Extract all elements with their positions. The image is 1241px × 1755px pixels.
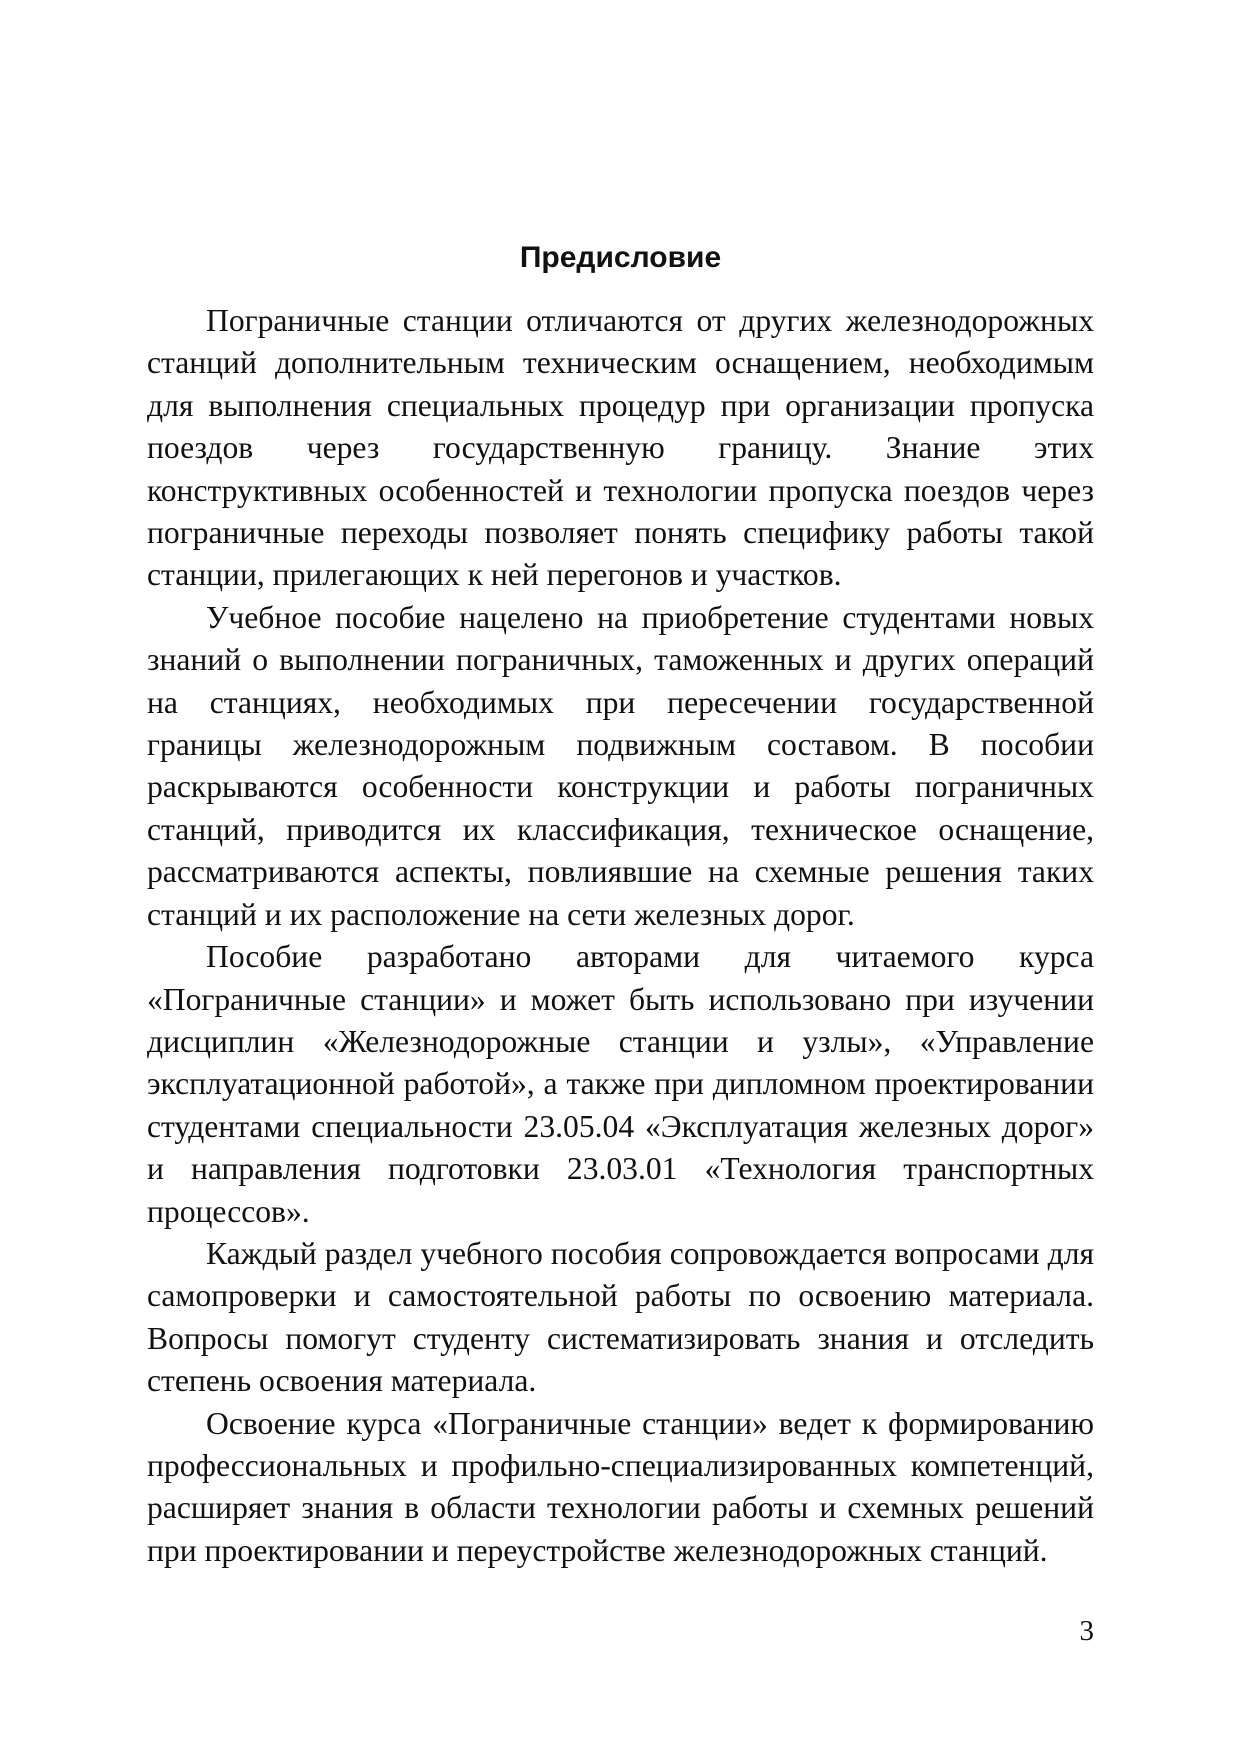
paragraph-1: Пограничные станции отличаются от других железнодорожных станций дополнительным техническим оснащением, необходимым для выполнения специальных процедур при организации пропуска поездов через государственную границу. Знание этих конструктивных особенностей и технологии пропуска поездов через пограничные переходы позволяет понять специфику работы такой станции, прилегающих к ней перегонов и участков. (147, 303, 1094, 593)
paragraph-2: Учебное пособие нацелено на приобретение студентами новых знаний о выполнении пограничных, таможенных и других операций на станциях, необходимых при пересечении государственной границы железнодорожным подвижным составом. В пособии раскрываются особенности конструкции и работы пограничных станций, приводится их классификация, техническое оснащение, рассматриваются аспекты, повлиявшие на схемные решения таких станций и их расположение на сети железных дорог. (147, 599, 1094, 932)
page-number: 3 (1079, 1615, 1094, 1647)
paragraph-3: Пособие разработано авторами для читаемого курса «Пограничные станции» и может быть использовано при изучении дисциплин «Железнодорожные станции и узлы», «Управление эксплуатационной работой», а также при дипломном проектировании студентами специальности 23.05.04 «Эксплуатация железных дорог» и направления подготовки 23.03.01 «Технология транспортных процессов». (147, 939, 1094, 1229)
paragraph-4: Каждый раздел учебного пособия сопровождается вопросами для самопроверки и самостоятельной работы по освоению материала. Вопросы помогут студенту систематизировать знания и отследить степень освоения материала. (147, 1235, 1094, 1399)
page-title: Предисловие (519, 241, 722, 274)
paragraph-5: Освоение курса «Пограничные станции» ведет к формированию профессиональных и профильно-специализированных компетенций, расширяет знания в области технологии работы и схемных решений при проектировании и переустройстве железнодорожных станций. (147, 1405, 1094, 1568)
body-text (147, 300, 1094, 1572)
